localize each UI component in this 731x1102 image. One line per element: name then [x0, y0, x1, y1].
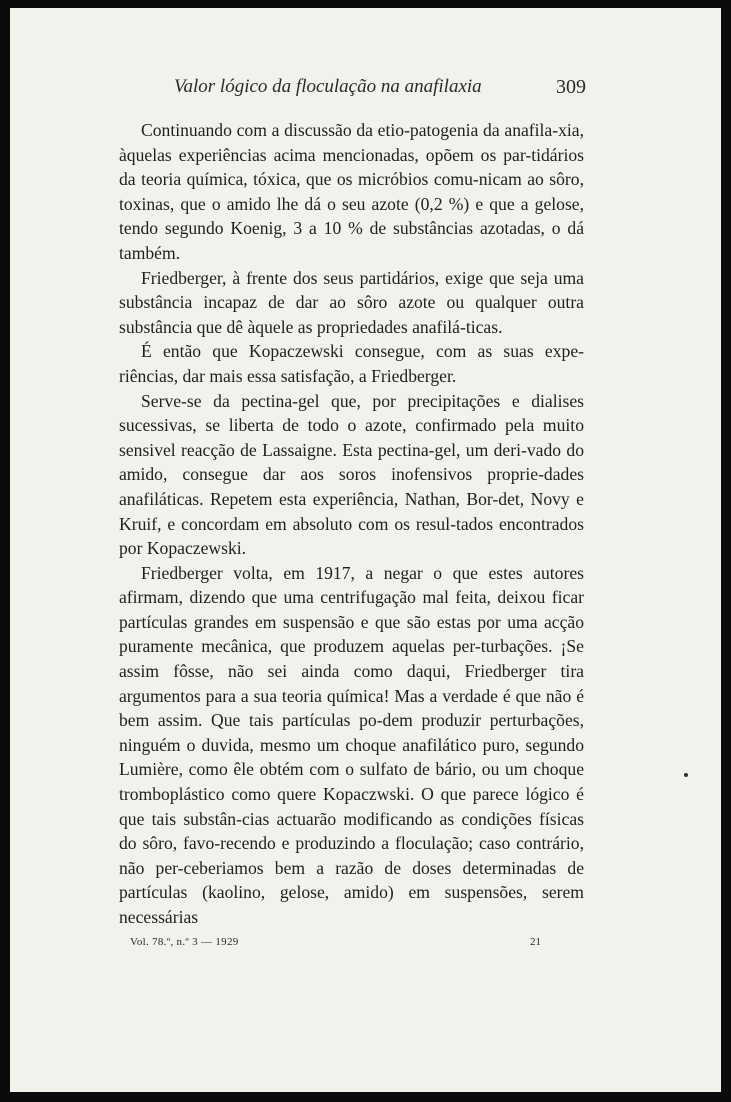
volume-info: Vol. 78.º, n.º 3 — 1929	[130, 936, 239, 948]
signature-mark: 21	[530, 936, 541, 948]
paragraph: Friedberger, à frente dos seus partidários, exige que seja uma substância incapaz de dar ao sôro azote ou qualquer outra substância que dê àquele as propriedades anafilá-ticas.	[119, 267, 584, 337]
body-text	[119, 118, 584, 930]
paragraph: Serve-se da pectina-gel que, por precipitações e dialises sucessivas, se liberta de todo o azote, confirmado pela muito sensivel reacção de Lassaigne. Esta pectina-gel, um deri-vado do amido, consegue dar aos soros inofensivos proprie-dades anafiláticas. Repetem esta experiência, Nathan, Bor-det, Novy e Kruif, e concordam em absoluto com os resul-tados encontrados por Kopaczewski.	[119, 390, 584, 559]
paragraph: É então que Kopaczewski consegue, com as suas expe-riências, dar mais essa satisfação, a Friedberger.	[119, 341, 584, 386]
book-page	[10, 8, 721, 1092]
page-footer	[10, 936, 721, 956]
ink-speck	[684, 773, 688, 777]
paragraph: Continuando com a discussão da etio-patogenia da anafila-xia, àquelas experiências acima mencionadas, opõem os par-tidários da teoria química, tóxica, que os micróbios comu-nicam ao sôro, toxinas, que o amido lhe dá o seu azote (0,2 %) e que a gelose, tendo segundo Koenig, 3 a 10 % de substâncias azotadas, o dá também.	[119, 120, 584, 263]
running-title: Valor lógico da floculação na anafilaxia	[174, 76, 482, 97]
page-header	[10, 76, 721, 106]
page-number: 309	[556, 76, 586, 98]
paragraph: Friedberger volta, em 1917, a negar o que estes autores afirmam, dizendo que uma centrifugação mal feita, deixou ficar partículas grandes em suspensão e que são estas por uma acção puramente mecânica, que produzem aquelas per-turbações. ¡Se assim fôsse, não sei ainda como daqui, Friedberger tira argumentos para a sua teoria química! Mas a verdade é que não é bem assim. Que tais partículas po-dem produzir perturbações, ninguém o duvida, mesmo um choque anafilático puro, segundo Lumière, como êle obtém com o sulfato de bário, ou um choque tromboplástico como quere Kopaczwski. O que parece lógico é que tais substân-cias actuarão modificando as condições físicas do sôro, favo-recendo e produzindo a floculação; caso contrário, não per-ceberiamos bem a razão de doses determinadas de partículas (kaolino, gelose, amido) em suspensões, serem necessárias	[119, 562, 584, 927]
